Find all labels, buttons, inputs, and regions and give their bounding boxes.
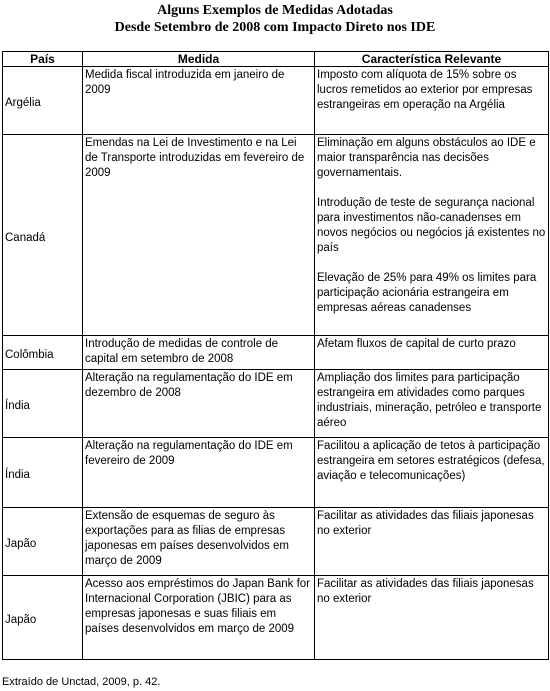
table-row	[3, 508, 549, 576]
feature-text: Imposto com alíquota de 15% sobre os lucros remetidos ao exterior por empresas estrangeiras em operação na Argélia	[317, 69, 533, 111]
table-row	[3, 370, 549, 438]
title-line-2: Desde Setembro de 2008 com Impacto Direto nos IDE	[114, 20, 436, 35]
feature-cell	[315, 135, 549, 336]
measure-cell: Acesso aos empréstimos do Japan Bank for Internacional Corporation (JBIC) para as empresas japonesas e suas filiais em países desenvolvidos em março de 2009	[83, 576, 315, 660]
feature-cell	[315, 67, 549, 135]
measure-cell: Extensão de esquemas de seguro às exportações para as filias de empresas japonesas em países desenvolvidos em março de 2009	[83, 508, 315, 576]
feature-cell	[315, 576, 549, 660]
feature-text: Introdução de teste de segurança nacional para investimentos não-canadenses em novos negócios ou negócios já existentes no país	[317, 197, 546, 254]
table-row	[3, 135, 549, 336]
country-cell: Argélia	[3, 67, 83, 135]
header-feature: Característica Relevante	[315, 52, 549, 67]
country-cell: Índia	[3, 370, 83, 438]
measure-cell: Alteração na regulamentação do IDE em dezembro de 2008	[83, 370, 315, 438]
table-title	[0, 2, 550, 36]
country-cell: Japão	[3, 508, 83, 576]
feature-text: Elevação de 25% para 49% os limites para participação acionária estrangeira em empresas aéreas canadenses	[317, 272, 537, 314]
table-row	[3, 336, 549, 370]
measures-table	[2, 51, 549, 660]
source-note: Extraído de Unctad, 2009, p. 42.	[2, 676, 161, 688]
header-measure: Medida	[83, 52, 315, 67]
title-line-1: Alguns Exemplos de Medidas Adotadas	[157, 3, 393, 18]
feature-text: Eliminação em alguns obstáculos ao IDE e maior transparência nas decisões governamentais.	[317, 137, 536, 179]
feature-text: Facilitar as atividades das filiais japonesas no exterior	[317, 578, 534, 605]
feature-text: Ampliação dos limites para participação estrangeira em atividades como parques industriais, mineração, petróleo e transporte aéreo	[317, 372, 542, 429]
feature-cell	[315, 370, 549, 438]
measure-cell: Emendas na Lei de Investimento e na Lei de Transporte introduzidas em fevereiro de 2009	[83, 135, 315, 336]
measure-cell: Medida fiscal introduzida em janeiro de 2009	[83, 67, 315, 135]
feature-cell	[315, 438, 549, 508]
header-country: País	[3, 52, 83, 67]
country-cell: Japão	[3, 576, 83, 660]
table-row	[3, 67, 549, 135]
table-row	[3, 576, 549, 660]
measure-cell: Alteração na regulamentação do IDE em fevereiro de 2009	[83, 438, 315, 508]
feature-cell	[315, 508, 549, 576]
header-row	[3, 52, 549, 67]
feature-text: Facilitou a aplicação de tetos à participação estrangeira em setores estratégicos (defesa, aviação e telecomunicações)	[317, 440, 545, 482]
country-cell: Colômbia	[3, 336, 83, 370]
feature-text: Afetam fluxos de capital de curto prazo	[317, 338, 516, 350]
table-row	[3, 438, 549, 508]
country-cell: Canadá	[3, 135, 83, 336]
feature-cell	[315, 336, 549, 370]
feature-text: Facilitar as atividades das filiais japonesas no exterior	[317, 510, 534, 537]
country-cell: Índia	[3, 438, 83, 508]
measure-cell: Introdução de medidas de controle de capital em setembro de 2008	[83, 336, 315, 370]
